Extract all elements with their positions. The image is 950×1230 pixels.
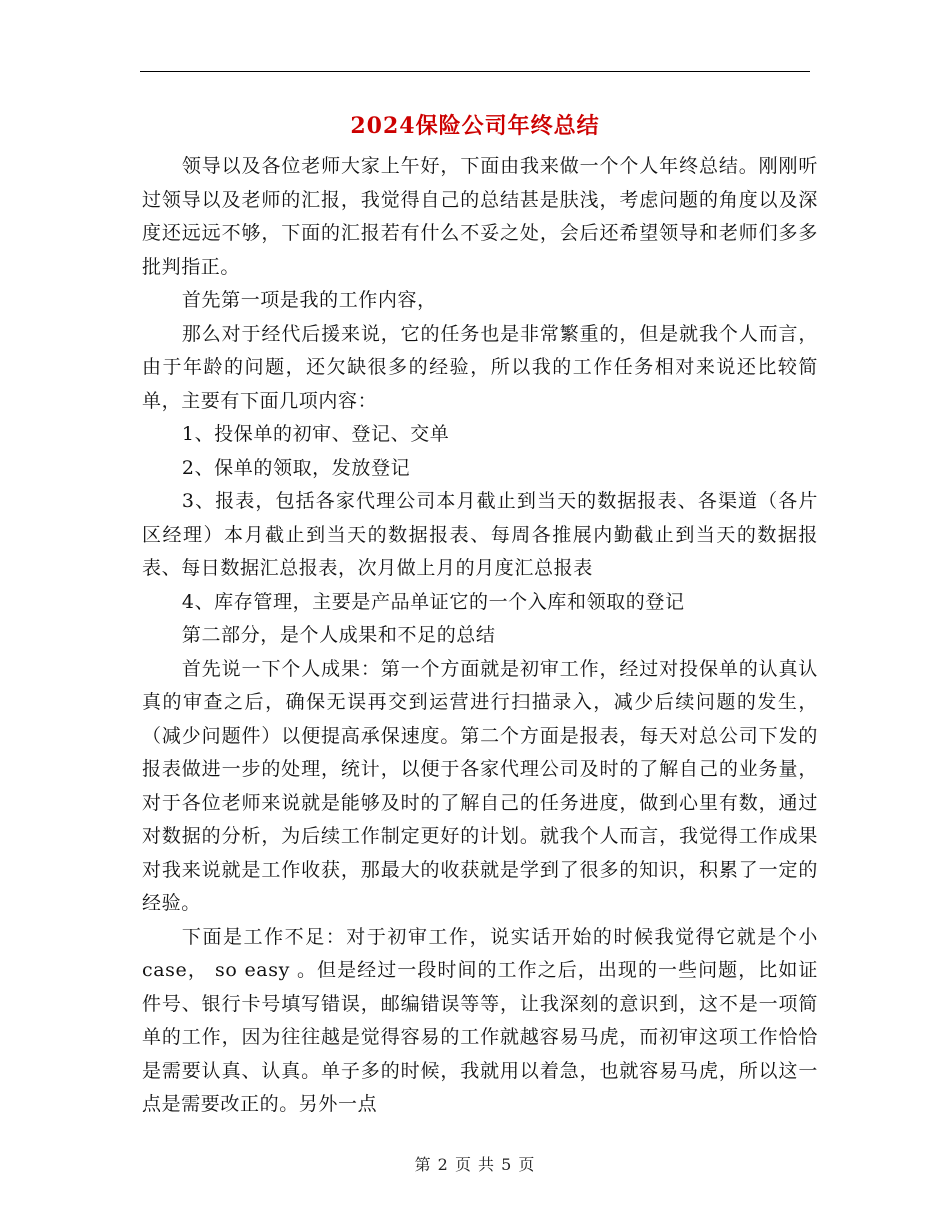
paragraph-part-two-heading: 第二部分，是个人成果和不足的总结	[181, 624, 496, 646]
paragraph-achievements: 首先说一下个人成果：第一个方面就是初审工作，经过对投保单的认真认真的审查之后，确保无误再交到运营进行扫描录入，减少后续问题的发生，（减少问题件）以便提高承保速度。第二个方面是报表，每天对总公司下发的报表做进一步的处理，统计，以便于各家代理公司及时的了解自己的业务量，对于各位老师来说就是能够及时的了解自己的任务进度，做到心里有数，通过对数据的分析，为后续工作制定更好的计划。就我个人而言，我觉得工作成果对我来说就是工作收获，那最大的收获就是学到了很多的知识，积累了一定的经验。	[142, 657, 818, 914]
document-body	[142, 150, 818, 1122]
list-item-3: 3、报表，包括各家代理公司本月截止到当天的数据报表、各渠道（各片区经理）本月截止到当天的数据报表、每周各推展内勤截止到当天的数据报表、每日数据汇总报表，次月做上月的月度汇总报表	[142, 490, 818, 579]
paragraph-work-content-heading: 首先第一项是我的工作内容，	[181, 289, 437, 311]
page-number: 第 2 页 共 5 页	[414, 1155, 536, 1174]
paragraph-opening: 领导以及各位老师大家上午好，下面由我来做一个个人年终总结。刚刚听过领导以及老师的汇报，我觉得自己的总结甚是肤浅，考虑问题的角度以及深度还远远不够，下面的汇报若有什么不妥之处，会后还希望领导和老师们多多批判指正。	[142, 155, 818, 278]
paragraph-work-intro: 那么对于经代后援来说，它的任务也是非常繁重的，但是就我个人而言，由于年龄的问题，还欠缺很多的经验，所以我的工作任务相对来说还比较简单，主要有下面几项内容：	[142, 322, 818, 412]
list-item-1: 1、投保单的初审、登记、交单	[181, 423, 450, 445]
list-item-2: 2、保单的领取，发放登记	[181, 456, 411, 479]
paragraph-shortcomings: 下面是工作不足：对于初审工作，说实话开始的时候我觉得它就是个小case， so easy 。但是经过一段时间的工作之后，出现的一些问题，比如证件号、银行卡号填写错误，邮编错误等等，让我深刻的意识到，这不是一项简单的工作，因为往往越是觉得容易的工作就越容易马虎，而初审这项工作恰恰是需要认真、认真。单子多的时候，我就用以着急，也就容易马虎，所以这一点是需要改正的。另外一点	[142, 925, 818, 1115]
list-item-4: 4、库存管理，主要是产品单证它的一个入库和领取的登记	[181, 590, 685, 613]
document-title: 2024保险公司年终总结	[350, 113, 600, 139]
header-rule	[140, 71, 810, 72]
